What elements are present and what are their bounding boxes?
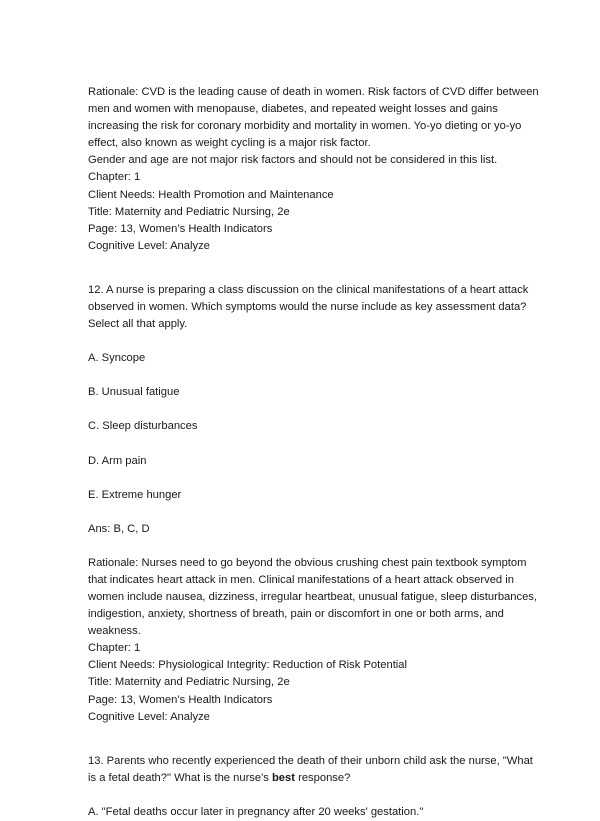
spacer xyxy=(88,367,540,384)
question-12-option-a: A. Syncope xyxy=(88,352,146,365)
metadata-cognitive-level-1: Cognitive Level: Analyze xyxy=(88,239,210,252)
metadata-chapter-2: Chapter: 1 xyxy=(88,642,141,655)
spacer xyxy=(88,470,540,487)
spacer xyxy=(88,726,540,753)
question-12-option-e: E. Extreme hunger xyxy=(88,488,182,501)
question-12-stem: 12. A nurse is preparing a class discussion on the clinical manifestations of a heart attack observed in women. Which symptoms would the nurse include as key assessment data? Select all that apply. xyxy=(88,283,532,331)
rationale-paragraph-1b: Gender and age are not major risk factors and should not be considered in this list. xyxy=(88,154,498,167)
rationale-paragraph-1: Rationale: CVD is the leading cause of death in women. Risk factors of CVD differ between men and women with menopause, diabetes, and repeated weight losses and gains increasing the risk for coronary morbidity and mortality in women. Yo-yo dieting or yo-yo effect, also known as weight cycling is a major risk factor. xyxy=(88,86,542,150)
metadata-page-2: Page: 13, Women’s Health Indicators xyxy=(88,693,273,706)
spacer xyxy=(88,538,540,555)
metadata-chapter-1: Chapter: 1 xyxy=(88,171,141,184)
question-12-option-b: B. Unusual fatigue xyxy=(88,386,180,399)
question-13-stem-emphasis: best xyxy=(271,771,295,784)
metadata-client-needs-2: Client Needs: Physiological Integrity: Reduction of Risk Potential xyxy=(88,659,408,672)
spacer xyxy=(88,504,540,521)
question-12-rationale: Rationale: Nurses need to go beyond the obvious crushing chest pain textbook symptom that indicates heart attack in men. Clinical manifestations of a heart attack observed in women include nausea, dizziness, irregular heartbeat, unusual fatigue, sleep disturbances, indigestion, anxiety, shortness of breath, pain or discomfort in one or both arms, and weakness. xyxy=(88,556,541,638)
spacer xyxy=(88,401,540,418)
question-12-option-d: D. Arm pain xyxy=(88,454,147,467)
question-13-option-a: A. "Fetal deaths occur later in pregnancy after 20 weeks' gestation." xyxy=(88,805,424,818)
metadata-page-1: Page: 13, Women’s Health Indicators xyxy=(88,222,273,235)
spacer xyxy=(88,333,540,350)
metadata-title-1: Title: Maternity and Pediatric Nursing, 2e xyxy=(88,205,290,218)
metadata-cognitive-level-2: Cognitive Level: Analyze xyxy=(88,710,210,723)
question-13-stem xyxy=(88,753,540,787)
question-13-stem-part-2: response? xyxy=(294,771,351,784)
metadata-client-needs-1: Client Needs: Health Promotion and Maintenance xyxy=(88,188,334,201)
spacer xyxy=(88,787,540,804)
question-12-answer: Ans: B, C, D xyxy=(88,522,150,535)
spacer xyxy=(88,255,540,282)
metadata-title-2: Title: Maternity and Pediatric Nursing, 2e xyxy=(88,676,290,689)
question-12-option-c: C. Sleep disturbances xyxy=(88,420,198,433)
question-13-stem-part-1: 13. Parents who recently experienced the death of their unborn child ask the nurse, "What is a fetal death?" What is the nurse's xyxy=(88,754,537,784)
spacer xyxy=(88,436,540,453)
